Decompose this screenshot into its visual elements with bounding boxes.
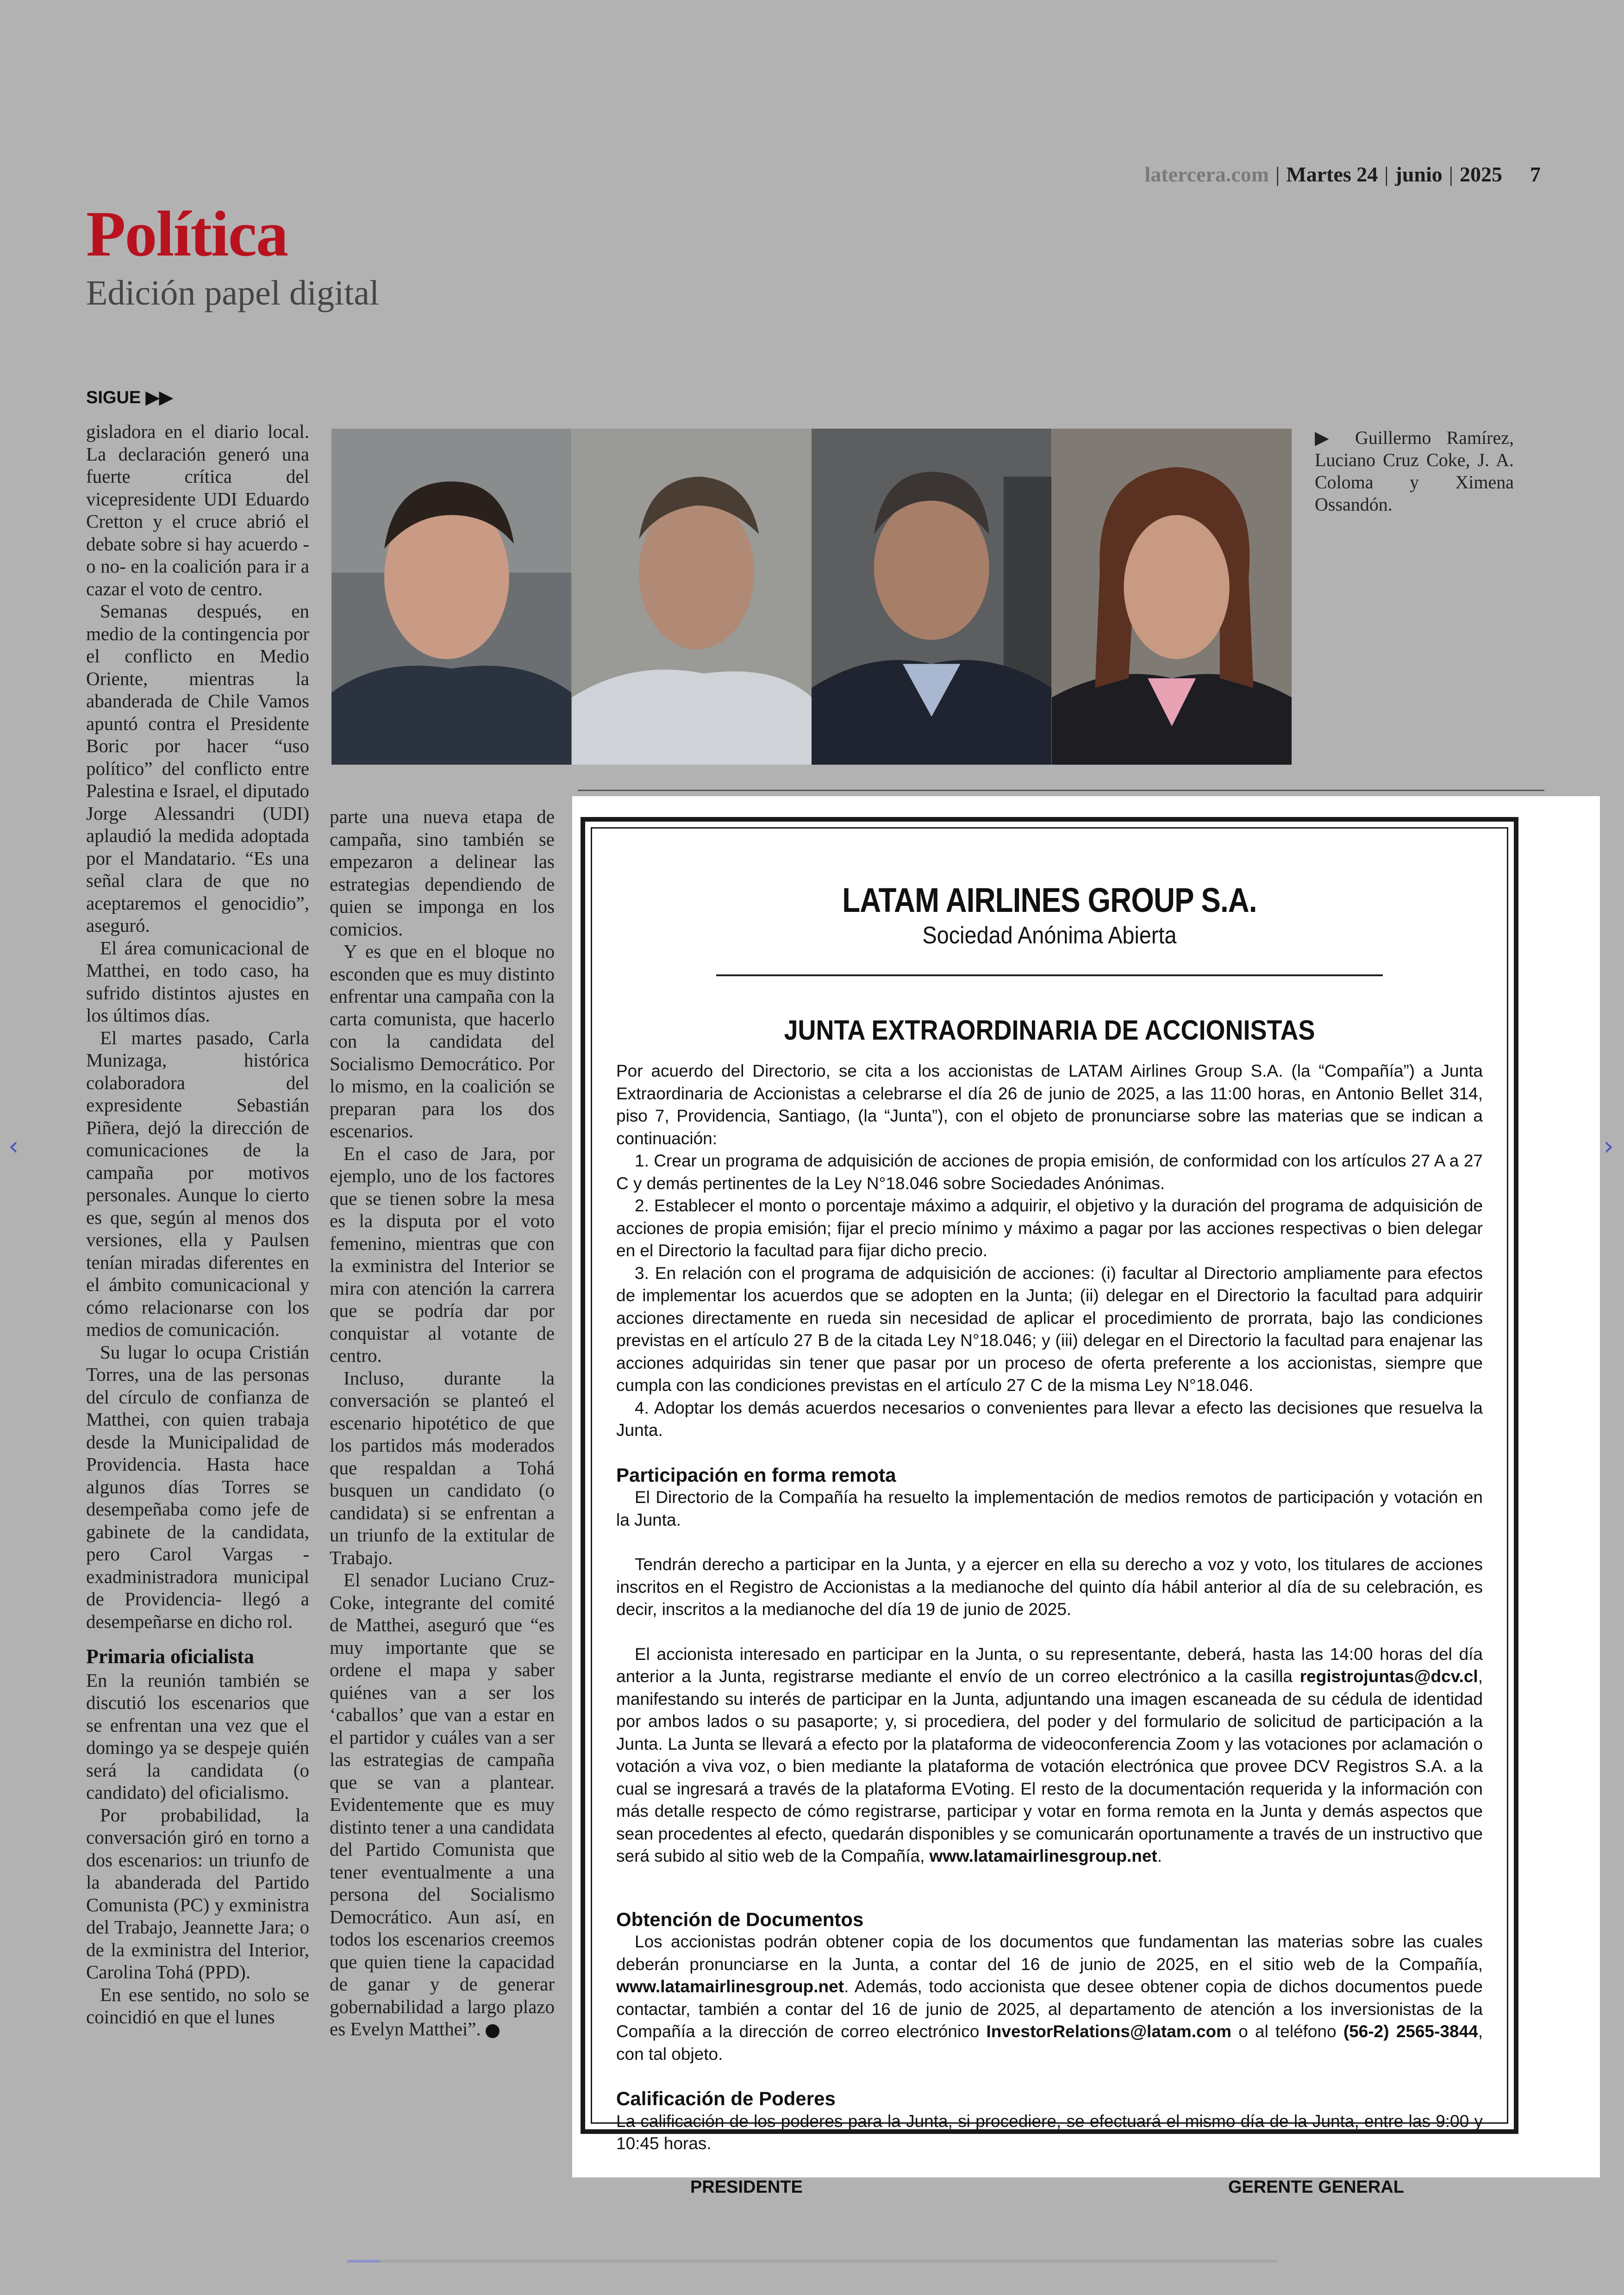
ad-text: . Además, todo accionista que desee obtener copia de dichos documentos puede contactar, también a contar del 16 de junio de 2025, al departamento de atención a los inversionistas de la Compañía a la dirección de correo electrónico [616, 1977, 1483, 2041]
ad-divider [716, 974, 1383, 976]
issue-info: latercera.com | Martes 24 | junio | 2025 7 [1144, 162, 1541, 186]
paragraph: En ese sentido, no solo se coincidió en que el lunes [86, 1983, 309, 2027]
ad-text: El accionista interesado en participar en la Junta, o su representante, deberá, hasta las 14:00 horas del día anterior a la Junta, registrarse mediante el envío de un correo electrónico a la casilla [616, 1644, 1483, 1686]
paragraph-text: El senador Luciano Cruz-Coke, integrante del comité de Matthei, aseguró que “es muy importante que se ordene el mapa y saber quiénes van a ser los ‘caballos’ que van a estar en el partidor y cuáles van a ser las estrategias de campaña que se van a plantear. Evidentemente que es muy distinto tener a una candidata del Partido Comunista que tener eventualmente a una persona del Socialismo Democrático. Aun así, en todos los escenarios creemos que quien tiene la capacidad de ganar y de generar gobernabilidad a largo plazo es Evelyn Matthei”. [330, 1569, 555, 2039]
paragraph: parte una nueva etapa de campaña, sino también se empezaron a delinear las estrategias dependiendo de quien se imponga en los comicios. [330, 806, 555, 940]
edition-subtitle: Edición papel digital [86, 274, 380, 312]
ad-paragraph: La calificación de los poderes para la Junta, si procediere, se efectuará el mismo día de la Junta, entre las 9:00 y 10:45 horas. [616, 2111, 1483, 2153]
continue-label: SIGUE ▶▶ [86, 388, 173, 407]
ad-text: , con tal objeto. [616, 2022, 1483, 2064]
registration-email-link[interactable]: registrojuntas@dcv.cl [1299, 1667, 1478, 1686]
ad-text: . [1157, 1846, 1162, 1865]
ad-title: JUNTA EXTRAORDINARIA DE ACCIONISTAS [784, 1015, 1315, 1046]
issue-day: Martes 24 [1286, 162, 1378, 186]
paragraph: En la reunión también se discutió los escenarios que se enfrentan una vez que el domingo ya se despeje quién será la candidata (o candidato) del oficialismo. [86, 1669, 309, 1803]
ad-text: , manifestando su interés de participar en la Junta, adjuntando una imagen escaneada de su cédula de identidad por ambos lados o su pasaporte; y, si procediera, del poder y del formulario de solicitud de participación a la Junta. La Junta se llevará a efecto por la plataforma de videoconferencia Zoom y las votaciones por aclamación o votación a viva voz, o bien mediante la plataforma de votación electrónica que provee DCV Registros S.A. a la cual se ingresará a través de la plataforma EVoting. El resto de la documentación requerida y la información con más detalle respecto de cómo registrarse, participar y votar en forma remota en la Junta y demás aspectos que sean procedentes al efecto, quedarán disponibles y se comunicarán oportunamente a través de un instructivo que será subido al sitio web de la Compañía, [616, 1667, 1483, 1865]
portrait-photo-4 [1052, 429, 1292, 765]
paragraph: gisladora en el diario local. La declaración generó una fuerte crítica del vicepresidente UDI Eduardo Cretton y el cruce abrió el debate sobre si hay acuerdo -o no- en la coalición para ir a cazar el voto de centro. [86, 421, 309, 599]
paragraph: El martes pasado, Carla Munizaga, histórica colaboradora del expresidente Sebastián Piñera, dejó la dirección de comunicaciones de la campaña por motivos personales. Aunque lo cierto es que, según al menos dos versiones, ella y Paulsen tenían miradas diferentes en el ámbito comunicacional y cómo relacionarse con los medios de comunicación. [86, 1027, 309, 1340]
paragraph: El área comunicacional de Matthei, en todo caso, ha sufrido distintos ajustes en los últimos días. [86, 937, 309, 1026]
prev-page-button[interactable] [8, 1131, 19, 1161]
paragraph: Su lugar lo ocupa Cristián Torres, una de las personas del círculo de confianza de Matthei, con quien trabaja desde la Municipalidad de Providencia. Hasta hace algunos días Torres se desempeñaba como jefe de gabinete de la candidata, pero Carol Vargas -exadministradora municipal de Providencia- llegó a desempeñarse en dicho rol. [86, 1341, 309, 1632]
next-page-button[interactable] [1604, 1131, 1614, 1161]
ad-paragraph: El Directorio de la Compañía ha resuelto la implementación de medios remotos de participación y votación en la Junta. [616, 1488, 1483, 1529]
ad-company-name: LATAM AIRLINES GROUP S.A. [842, 881, 1257, 919]
issue-year: 2025 [1460, 162, 1502, 186]
portrait-photo-2 [572, 429, 812, 765]
page-progress-bar[interactable] [347, 2260, 1278, 2263]
article-column-2 [330, 805, 555, 2139]
paragraph: Y es que en el bloque no esconden que es muy distinto enfrentar una campaña con la carta comunista, que hacerlo con la candidata del Socialismo Democrático. Por lo mismo, en la coalición se preparan para los dos escenarios. [330, 941, 555, 1141]
phone-number: (56-2) 2565-3844 [1343, 2022, 1478, 2041]
signatures [616, 2177, 1483, 2197]
signature-president: PRESIDENTE [690, 2177, 803, 2197]
ad-paragraph [616, 1931, 1483, 2065]
agenda-item: 4. Adoptar los demás acuerdos necesarios o convenientes para llevar a efecto las decisiones que resuelva la Junta. [616, 1398, 1483, 1440]
paragraph: En el caso de Jara, por ejemplo, uno de los factores que se tienen sobre la mesa es la disputa por el voto femenino, mientras que con la exministra del Interior se mira con atención la carrera que se podría dar por conquistar al votante de centro. [330, 1142, 555, 1366]
paragraph: Incluso, durante la conversación se planteó el escenario hipotético de que los partidos más moderados que respaldan a Tohá busquen un candidato (o candidata) si se enfrentan a un triunfo de la extitular de Trabajo. [330, 1367, 555, 1568]
website-link[interactable]: www.latamairlinesgroup.net [929, 1846, 1157, 1865]
chevron-right-icon: › [1603, 1131, 1614, 1161]
ad-paragraph: Tendrán derecho a participar en la Junta, y a ejercer en ella su derecho a voz y voto, los titulares de acciones inscritos en el Registro de Accionistas a la medianoche del quinto día hábil anterior al día de su celebración, es decir, inscritos a la medianoche del día 19 de junio de 2025. [616, 1555, 1483, 1619]
investor-email-link[interactable]: InvestorRelations@latam.com [986, 2022, 1232, 2041]
agenda-item: 1. Crear un programa de adquisición de acciones de propia emisión, de conformidad con los artículos 27 A a 27 C y demás pertinentes de la Ley N°18.046 sobre Sociedades Anónimas. [616, 1151, 1483, 1193]
ad-text: o al teléfono [1231, 2022, 1343, 2041]
photo-caption: ▶ Guillermo Ramírez, Luciano Cruz Coke, J. A. Coloma y Ximena Ossandón. [1315, 427, 1514, 515]
paragraph: Semanas después, en medio de la contingencia por el conflicto en Medio Oriente, mientras la abanderada de Chile Vamos apuntó contra el Presidente Boric por hacer “uso político” del conflicto entre Palestina e Israel, el diputado Jorge Alessandri (UDI) aplaudió la medida adoptada por el Mandatario. “Es una señal clara de que no aceptaremos el genocidio”, aseguró. [86, 600, 309, 936]
end-of-article-icon [486, 2024, 500, 2038]
agenda-item: 3. En relación con el programa de adquisición de acciones: (i) facultar al Directorio ampliamente para efectos de implementar los acuerdos que se adopten en la Junta; (ii) delegar en el Directorio la facultad para adquirir acciones directamente en rueda sin necesidad de aplicar el procedimiento de prorrata, bajo las condiciones previstas en el artículo 27 B de la citada Ley N°18.046; y (iii) delegar en el Directorio la facultad para enajenar las acciones adquiridas sin tener que pasar por un proceso de oferta preferente a los accionistas, siempre que cumpla con las condiciones previstas en el artículo 27 C de la misma Ley N°18.046. [616, 1263, 1483, 1395]
paragraph: Por probabilidad, la conversación giró en torno a dos escenarios: un triunfo de la abanderada del Partido Comunista (PC) y exministra del Trabajo, Jeannette Jara; o de la exministra del Interior, Carolina Tohá (PPD). [86, 1804, 309, 1983]
article-subhead: Primaria oficialista [86, 1645, 254, 1668]
portrait-photo-3 [812, 429, 1052, 765]
ad-body [616, 1060, 1483, 2155]
ad-intro: Por acuerdo del Directorio, se cita a los accionistas de LATAM Airlines Group S.A. (la “Compañía”) a Junta Extraordinaria de Accionistas a celebrarse el día 26 de junio de 2025, a las 11:00 horas, en Antonio Bellet 314, piso 7, Providencia, Santiago, (la “Junta”), con el objeto de pronunciarse sobre las materias que se indican a continuación: [616, 1061, 1483, 1148]
legal-notice-ad [572, 796, 1600, 2197]
article-column-1 [86, 420, 309, 2133]
divider [578, 790, 1544, 791]
ad-company-type: Sociedad Anónima Abierta [922, 922, 1177, 949]
ad-heading-documents: Obtención de Documentos [616, 1908, 864, 1930]
page-progress-fill [347, 2260, 380, 2263]
ad-inner-border [591, 827, 1508, 2197]
section-title: Política [86, 198, 287, 270]
portrait-photo-1 [331, 429, 572, 765]
ad-heading-powers: Calificación de Poderes [616, 2088, 836, 2109]
issue-month: junio [1395, 162, 1443, 186]
chevron-left-icon: ‹ [8, 1131, 19, 1161]
ad-text: Los accionistas podrán obtener copia de los documentos que fundamentan las materias sobre las cuales deberán pronunciarse en la Junta, a contar del 16 de junio de 2025, en el sitio web de la Compañía, [616, 1932, 1483, 1974]
page-number: 7 [1530, 162, 1541, 186]
signature-general-manager: GERENTE GENERAL [1228, 2177, 1404, 2197]
ad-outer-border [581, 817, 1518, 2197]
photo-strip [331, 429, 1292, 765]
agenda-item: 2. Establecer el monto o porcentaje máximo a adquirir, el objetivo y la duración del programa de adquisición de acciones de propia emisión; fijar el precio mínimo y máximo a pagar por las acciones respectivas o bien delegar en el Directorio la facultad para fijar dicho precio. [616, 1196, 1483, 1260]
ad-heading-remote: Participación en forma remota [616, 1464, 896, 1486]
site-name: latercera.com [1144, 162, 1269, 186]
ad-paragraph [616, 1643, 1483, 1868]
website-link[interactable]: www.latamairlinesgroup.net [616, 1977, 844, 1996]
paragraph [330, 1569, 555, 2040]
